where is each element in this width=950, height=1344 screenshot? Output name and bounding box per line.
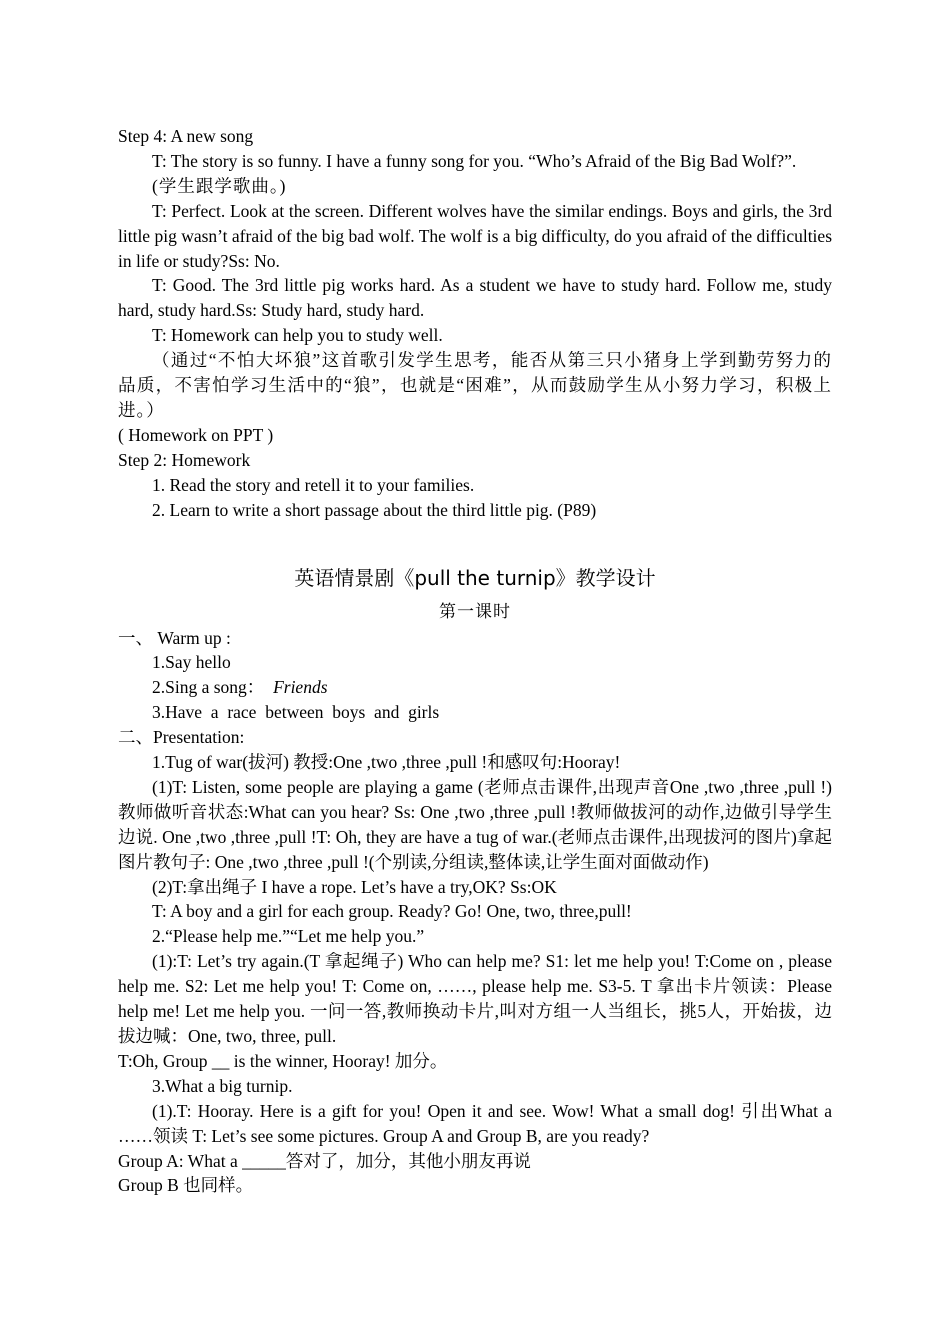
paragraph: （通过“不怕大坏狼”这首歌引发学生思考，能否从第三只小猪身上学到勤劳努力的品质，不害怕学习生活中的“狼”，也就是“困难”，从而鼓励学生从小努力学习，积极上进。）: [118, 350, 832, 420]
list-item: [118, 675, 832, 700]
paragraph: T: Perfect. Look at the screen. Different wolves have the similar endings. Boys and girls, the 3rd little pig wasn’t afraid of the big bad wolf. The wolf is a big difficulty, do you afraid of the difficulties in life or study?Ss: No.: [118, 200, 832, 271]
step2-heading: Step 2: Homework: [118, 449, 251, 470]
paragraph: Group B 也同样。: [118, 1175, 254, 1196]
step4-heading: Step 4: A new song: [118, 126, 254, 146]
paragraph: T: Good. The 3rd little pig works hard. As a student we have to study hard. Follow me, study hard, study hard.Ss: Study hard, study hard.: [118, 275, 832, 321]
list-item: 2. Learn to write a short passage about the third little pig. (P89): [152, 499, 597, 520]
paragraph: (1)T: Listen, some people are playing a game (老师点击课件,出现声音One ,two ,three ,pull !)教师做听音状态:What can you hear? Ss: One ,two ,three ,pull !教师做拔河的动作,边做引导学生边说. One ,two ,three ,pull !T: Oh, they are have a tug of war.(老师点击课件,出现拔河的图片)拿起图片教句子: One ,two ,three ,pull !(个别读,分组读,整体读,让学生面对面做动作): [118, 776, 832, 872]
paragraph: (1):T: Let’s try again.(T 拿起绳子) Who can help me? S1: let me help you! T:Come on , please help me. S2: Let me help you! T: Come on, ……, please help me. S3-5. T 拿出卡片领读：Please help me! Let me help you. 一问一答,教师换动卡片,叫对方组一人当组长，挑5人，开始拔，边拔边喊：One, two, three, pull.: [118, 951, 832, 1046]
paragraph: (学生跟学歌曲。): [152, 175, 287, 196]
list-item: 3.Have a race between boys and girls: [152, 702, 440, 723]
paragraph: 3.What a big turnip.: [152, 1075, 293, 1096]
section-heading: 一、 Warm up :: [118, 627, 231, 648]
song-label: 2.Sing a song：: [152, 677, 274, 698]
section-heading: 二、Presentation:: [118, 727, 245, 748]
song-title: Friends: [273, 677, 328, 698]
paragraph: T: A boy and a girl for each group. Ready? Go! One, two, three,pull!: [152, 901, 632, 922]
paragraph: T:Oh, Group __ is the winner, Hooray! 加分。: [118, 1050, 448, 1071]
list-item: 1.Say hello: [152, 652, 231, 673]
paragraph: (2)T:拿出绳子 I have a rope. Let’s have a try,OK? Ss:OK: [152, 876, 557, 897]
paragraph: 2.“Please help me.”“Let me help you.”: [152, 926, 425, 947]
document-page: [118, 124, 832, 1198]
paragraph: 1.Tug of war(拔河) 教授:One ,two ,three ,pull !和感叹句:Hooray!: [152, 752, 621, 773]
paragraph: T: Homework can help you to study well.: [152, 325, 443, 346]
paragraph: Group A: What a _____答对了，加分，其他小朋友再说: [118, 1150, 531, 1171]
paragraph: T: The story is so funny. I have a funny song for you. “Who’s Afraid of the Big Bad Wolf?”.: [152, 150, 797, 171]
paragraph: ( Homework on PPT ): [118, 424, 274, 445]
lesson-subtitle: 第一课时: [439, 601, 511, 621]
list-item: 1. Read the story and retell it to your families.: [152, 474, 475, 495]
paragraph: (1).T: Hooray. Here is a gift for you! Open it and see. Wow! What a small dog! 引出What a ……领读 T: Let’s see some pictures. Group A and Group B, are you ready?: [118, 1100, 832, 1146]
document-title: 英语情景剧《pull the turnip》教学设计: [294, 565, 656, 590]
